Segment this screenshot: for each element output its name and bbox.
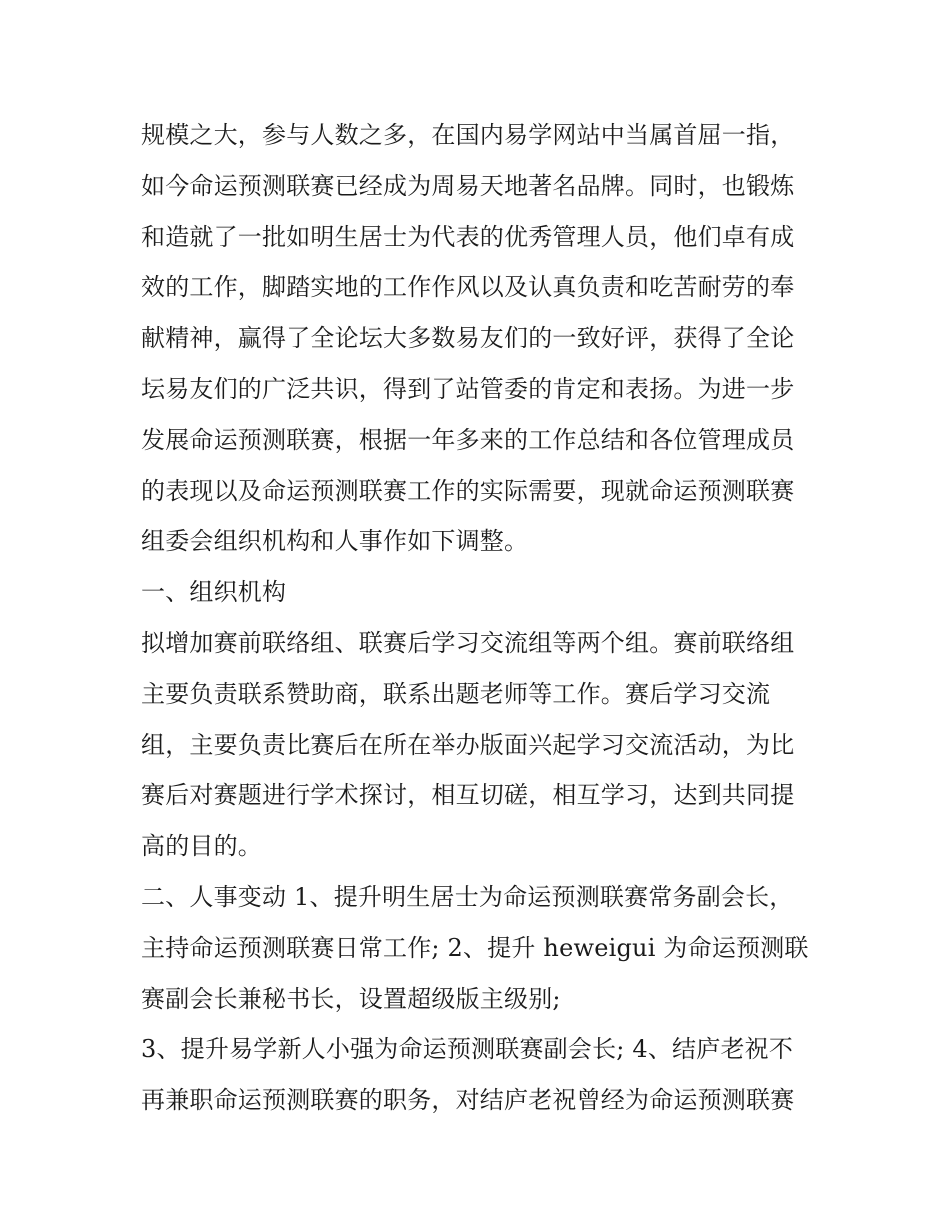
text-line: 组委会组织机构和人事作如下调整。 (141, 527, 529, 556)
text-line: 组，主要负责比赛后在所在举办版面兴起学习交流活动，为比 (141, 730, 795, 759)
text-line: 和造就了一批如明生居士为代表的优秀管理人员，他们卓有成 (141, 222, 795, 251)
text-line: 坛易友们的广泛共识，得到了站管委的肯定和表扬。为进一步 (141, 374, 795, 403)
text-line: 发展命运预测联赛，根据一年多来的工作总结和各位管理成员 (141, 425, 795, 454)
text-line: 主持命运预测联赛日常工作; 2、提升 heweigui 为命运预测联 (141, 933, 809, 962)
text-line: 拟增加赛前联络组、联赛后学习交流组等两个组。赛前联络组 (141, 628, 795, 657)
text-line: 3、提升易学新人小强为命运预测联赛副会长; 4、结庐老祝不 (141, 1035, 794, 1064)
text-line: 赛后对赛题进行学术探讨，相互切磋，相互学习，达到共同提 (141, 781, 795, 810)
text-line: 如今命运预测联赛已经成为周易天地著名品牌。同时，也锻炼 (141, 171, 795, 200)
document-body (141, 110, 813, 1126)
section-heading: 一、组织机构 (141, 578, 287, 607)
text-line: 赛副会长兼秘书长，设置超级版主级别; (141, 984, 561, 1013)
text-line: 的表现以及命运预测联赛工作的实际需要，现就命运预测联赛 (141, 476, 795, 505)
text-line: 效的工作，脚踏实地的工作作风以及认真负责和吃苦耐劳的奉 (141, 273, 795, 302)
text-line: 献精神，赢得了全论坛大多数易友们的一致好评，获得了全论 (141, 324, 795, 353)
text-line: 再兼职命运预测联赛的职务，对结庐老祝曾经为命运预测联赛 (141, 1086, 795, 1115)
text-line: 高的目的。 (141, 832, 262, 861)
text-line: 规模之大，参与人数之多，在国内易学网站中当属首屈一指， (141, 121, 795, 149)
text-line: 主要负责联系赞助商，联系出题老师等工作。赛后学习交流 (141, 679, 771, 708)
section-heading: 二、人事变动 1、提升明生居士为命运预测联赛常务副会长， (141, 882, 794, 911)
